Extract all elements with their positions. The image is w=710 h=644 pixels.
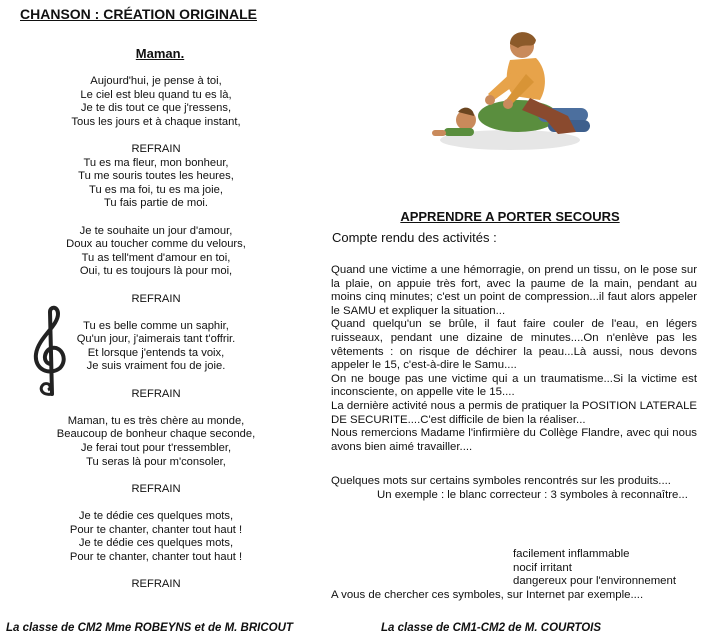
poem-line: Je te dédie ces quelques mots,	[78, 537, 234, 550]
poem-line: Tu es ma fleur, mon bonheur,	[83, 156, 229, 169]
symbols-list	[513, 548, 676, 589]
poem-line: Tu me souris toutes les heures,	[78, 170, 234, 183]
closing-line: A vous de chercher ces symboles, sur Internet par exemple....	[331, 589, 644, 601]
stanza-gap	[6, 496, 306, 510]
poem-line: Je te souhaite un jour d'amour,	[79, 224, 233, 237]
poem-title: Maman.	[135, 46, 185, 61]
poem-line: Et lorsque j'entends ta voix,	[87, 346, 225, 359]
poem-line: Tous les jours et à chaque instant,	[71, 115, 241, 128]
poem-line: Tu seras là pour m'consoler,	[86, 455, 226, 468]
symbols-intro: Quelques mots sur certains symboles rencontrés sur les produits....	[331, 475, 671, 487]
song-heading: CHANSON : CRÉATION ORIGINALE	[20, 6, 257, 22]
first-aid-heading: APPRENDRE A PORTER SECOURS	[400, 209, 620, 224]
poem-line: Pour te chanter, chanter tout haut !	[69, 523, 243, 536]
poem-line: Je te dis tout ce que j'ressens,	[80, 102, 232, 115]
poem-line: Pour te chanter, chanter tout haut !	[69, 550, 243, 563]
stanza-gap	[6, 129, 306, 143]
report-paragraph: La dernière activité nous a permis de pratiquer la POSITION LATERALE DE SECURITE....C'est difficile de bien la réaliser...	[331, 399, 697, 426]
poem-line: Le ciel est bleu quand tu es là,	[80, 88, 232, 101]
poem-line: Je suis vraiment fou de joie.	[86, 360, 226, 373]
refrain-marker: REFRAIN	[131, 292, 181, 305]
report-paragraph: On ne bouge pas une victime qui a un traumatisme...Si la victime est inconsciente, on appelle vite le 15....	[331, 372, 697, 399]
symbols-section	[331, 475, 697, 502]
refrain-marker: REFRAIN	[131, 387, 181, 400]
footer-right-credit: La classe de CM1-CM2 de M. COURTOIS	[381, 622, 602, 634]
poem-line: Je ferai tout pour t'ressembler,	[80, 442, 232, 455]
symbols-example: Un exemple : le blanc correcteur : 3 symboles à reconnaître...	[377, 488, 688, 501]
stanza-gap	[6, 211, 306, 225]
symbol-item: nocif irritant	[513, 561, 572, 574]
footer-left-credit: La classe de CM2 Mme ROBEYNS et de M. BRICOUT	[6, 622, 293, 634]
symbol-item: dangereux pour l'environnement	[513, 575, 677, 588]
treble-clef-icon	[28, 304, 72, 400]
poem-line: Tu es ma foi, tu es ma joie,	[89, 183, 223, 196]
refrain-marker: REFRAIN	[131, 577, 181, 590]
report-subtitle: Compte rendu des activités :	[332, 230, 497, 245]
report-paragraph: Quand une victime a une hémorragie, on prend un tissu, on le pose sur la plaie, on appuie très fort, avec la paume de la main, pendant au moins cinq minutes; c'est un point de compression...il faut alors appeler le SAMU et expliquer la situation...	[331, 264, 697, 317]
poem-line: Tu fais partie de moi.	[103, 197, 209, 210]
poem-line: Oui, tu es toujours là pour moi,	[79, 265, 233, 278]
poem-line: Beaucoup de bonheur chaque seconde,	[56, 428, 256, 441]
poem-line: Tu es belle comme un saphir,	[83, 319, 229, 332]
stanza-gap	[6, 401, 306, 415]
poem-line: Tu as tell'ment d'amour en toi,	[81, 251, 231, 264]
refrain-marker: REFRAIN	[131, 142, 181, 155]
first-aid-illustration	[418, 20, 608, 160]
poem-line: Doux au toucher comme du velours,	[66, 238, 246, 251]
poem-line: Aujourd'hui, je pense à toi,	[90, 75, 222, 87]
stanza-gap	[6, 564, 306, 578]
symbol-item: facilement inflammable	[513, 548, 630, 560]
stanza-gap	[6, 469, 306, 483]
poem-line: Je te dédie ces quelques mots,	[78, 510, 234, 522]
report-body	[331, 264, 697, 454]
poem-line: Qu'un jour, j'aimerais tant t'offrir.	[76, 333, 236, 346]
report-paragraph: Nous remercions Madame l'infirmière du Collège Flandre, avec qui nous avons bien aimé travailler....	[331, 427, 697, 453]
stanza-gap	[6, 279, 306, 293]
refrain-marker: REFRAIN	[131, 482, 181, 495]
poem-line: Maman, tu es très chère au monde,	[67, 414, 245, 427]
report-paragraph: Quand quelqu'un se brûle, il faut faire couler de l'eau, en légers ruisseaux, pendant une dizaine de minutes....On n'enlève pas les vêtements : on risque de déchirer la peau...Là aussi, nous devons appeler le 15, c'est-à-dire le Samu....	[331, 318, 697, 372]
